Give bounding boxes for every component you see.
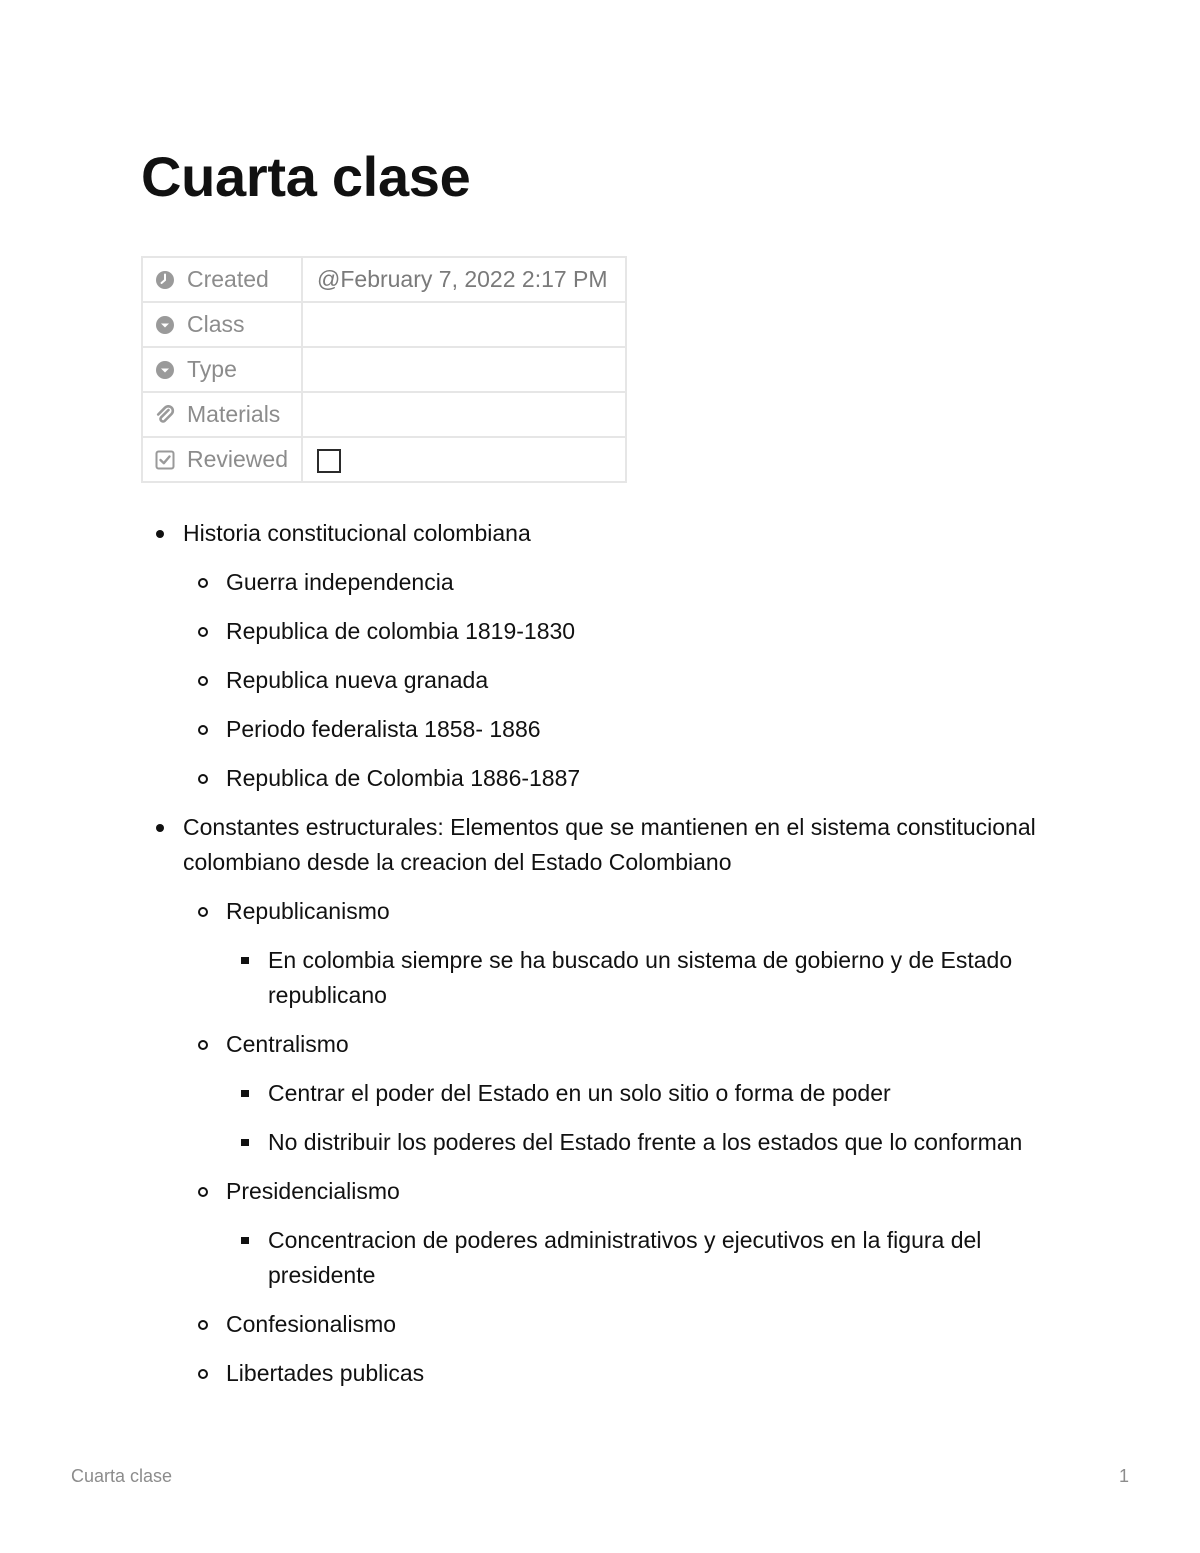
reviewed-checkbox[interactable] xyxy=(317,449,341,473)
list-item-text: No distribuir los poderes del Estado frente a los estados que lo conforman xyxy=(268,1129,1023,1155)
bullet-square-icon xyxy=(241,1139,249,1146)
type-value[interactable] xyxy=(302,347,626,392)
bullet-square-icon xyxy=(241,957,249,964)
select-icon xyxy=(155,315,175,335)
list-item-text: Historia constitucional colombiana xyxy=(183,520,531,546)
class-value[interactable] xyxy=(302,302,626,347)
list-item xyxy=(141,810,1071,1391)
list-item xyxy=(141,516,1071,796)
page-content xyxy=(141,516,1071,1405)
list-item xyxy=(183,565,1071,600)
bullet-list xyxy=(141,516,1071,1391)
bullet-dot-icon xyxy=(156,530,164,538)
list-item-text: Constantes estructurales: Elementos que se mantienen en el sistema constitucional colombiano desde la creacion del Estado Colombiano xyxy=(183,814,1036,875)
materials-value[interactable] xyxy=(302,392,626,437)
list-item-text: Presidencialismo xyxy=(226,1178,400,1204)
property-label: Materials xyxy=(187,401,281,427)
list-item xyxy=(226,943,1071,1013)
property-label: Created xyxy=(187,266,269,292)
clock-icon xyxy=(155,270,175,290)
list-item-text: Confesionalismo xyxy=(226,1311,397,1337)
paperclip-icon xyxy=(155,405,175,425)
property-row-materials xyxy=(142,392,626,437)
reviewed-value xyxy=(302,437,626,482)
property-name-cell xyxy=(142,437,302,482)
sub-list xyxy=(183,894,1071,1391)
bullet-circle-icon xyxy=(198,725,208,735)
property-row-created xyxy=(142,257,626,302)
bullet-circle-icon xyxy=(198,774,208,784)
bullet-circle-icon xyxy=(198,907,208,917)
list-item-text: Republica de Colombia 1886-1887 xyxy=(226,765,581,791)
bullet-circle-icon xyxy=(198,676,208,686)
property-row-reviewed xyxy=(142,437,626,482)
list-item-text: Republicanismo xyxy=(226,898,390,924)
bullet-circle-icon xyxy=(198,1320,208,1330)
sub-sub-list xyxy=(226,943,1071,1013)
bullet-circle-icon xyxy=(198,1187,208,1197)
property-row-type xyxy=(142,347,626,392)
bullet-circle-icon xyxy=(198,578,208,588)
created-value[interactable]: @February 7, 2022 2:17 PM xyxy=(302,257,626,302)
bullet-circle-icon xyxy=(198,1369,208,1379)
list-item xyxy=(226,1076,1071,1111)
property-label: Class xyxy=(187,311,245,337)
list-item xyxy=(183,1307,1071,1342)
property-name-cell xyxy=(142,347,302,392)
list-item xyxy=(183,663,1071,698)
list-item xyxy=(183,761,1071,796)
page-title: Cuarta clase xyxy=(141,145,471,208)
sub-sub-list xyxy=(226,1076,1071,1160)
sub-list xyxy=(183,565,1071,796)
sub-sub-list xyxy=(226,1223,1071,1293)
list-item-text: Libertades publicas xyxy=(226,1360,425,1386)
bullet-circle-icon xyxy=(198,627,208,637)
checkbox-icon xyxy=(155,450,175,470)
property-row-class xyxy=(142,302,626,347)
list-item-text: Concentracion de poderes administrativos y ejecutivos en la figura del presidente xyxy=(268,1227,982,1288)
list-item-text: Centralismo xyxy=(226,1031,349,1057)
list-item xyxy=(183,614,1071,649)
list-item-text: Periodo federalista 1858- 1886 xyxy=(226,716,541,742)
list-item-text: Republica de colombia 1819-1830 xyxy=(226,618,576,644)
list-item-text: En colombia siempre se ha buscado un sistema de gobierno y de Estado republicano xyxy=(268,947,1013,1008)
bullet-square-icon xyxy=(241,1090,249,1097)
list-item xyxy=(183,1027,1071,1160)
list-item xyxy=(183,1356,1071,1391)
list-item xyxy=(226,1223,1071,1293)
list-item xyxy=(183,712,1071,747)
property-name-cell xyxy=(142,392,302,437)
bullet-dot-icon xyxy=(156,824,164,832)
footer-title: Cuarta clase xyxy=(71,1466,173,1486)
property-label: Type xyxy=(187,356,237,382)
footer-page-number: 1 xyxy=(1118,1466,1129,1486)
bullet-square-icon xyxy=(241,1237,249,1244)
property-name-cell xyxy=(142,257,302,302)
list-item xyxy=(226,1125,1071,1160)
bullet-circle-icon xyxy=(198,1040,208,1050)
property-label: Reviewed xyxy=(187,446,288,472)
list-item-text: Centrar el poder del Estado en un solo sitio o forma de poder xyxy=(268,1080,891,1106)
property-name-cell xyxy=(142,302,302,347)
properties-table xyxy=(141,256,627,483)
select-icon xyxy=(155,360,175,380)
list-item-text: Republica nueva granada xyxy=(226,667,489,693)
list-item-text: Guerra independencia xyxy=(226,569,454,595)
list-item xyxy=(183,894,1071,1013)
list-item xyxy=(183,1174,1071,1293)
